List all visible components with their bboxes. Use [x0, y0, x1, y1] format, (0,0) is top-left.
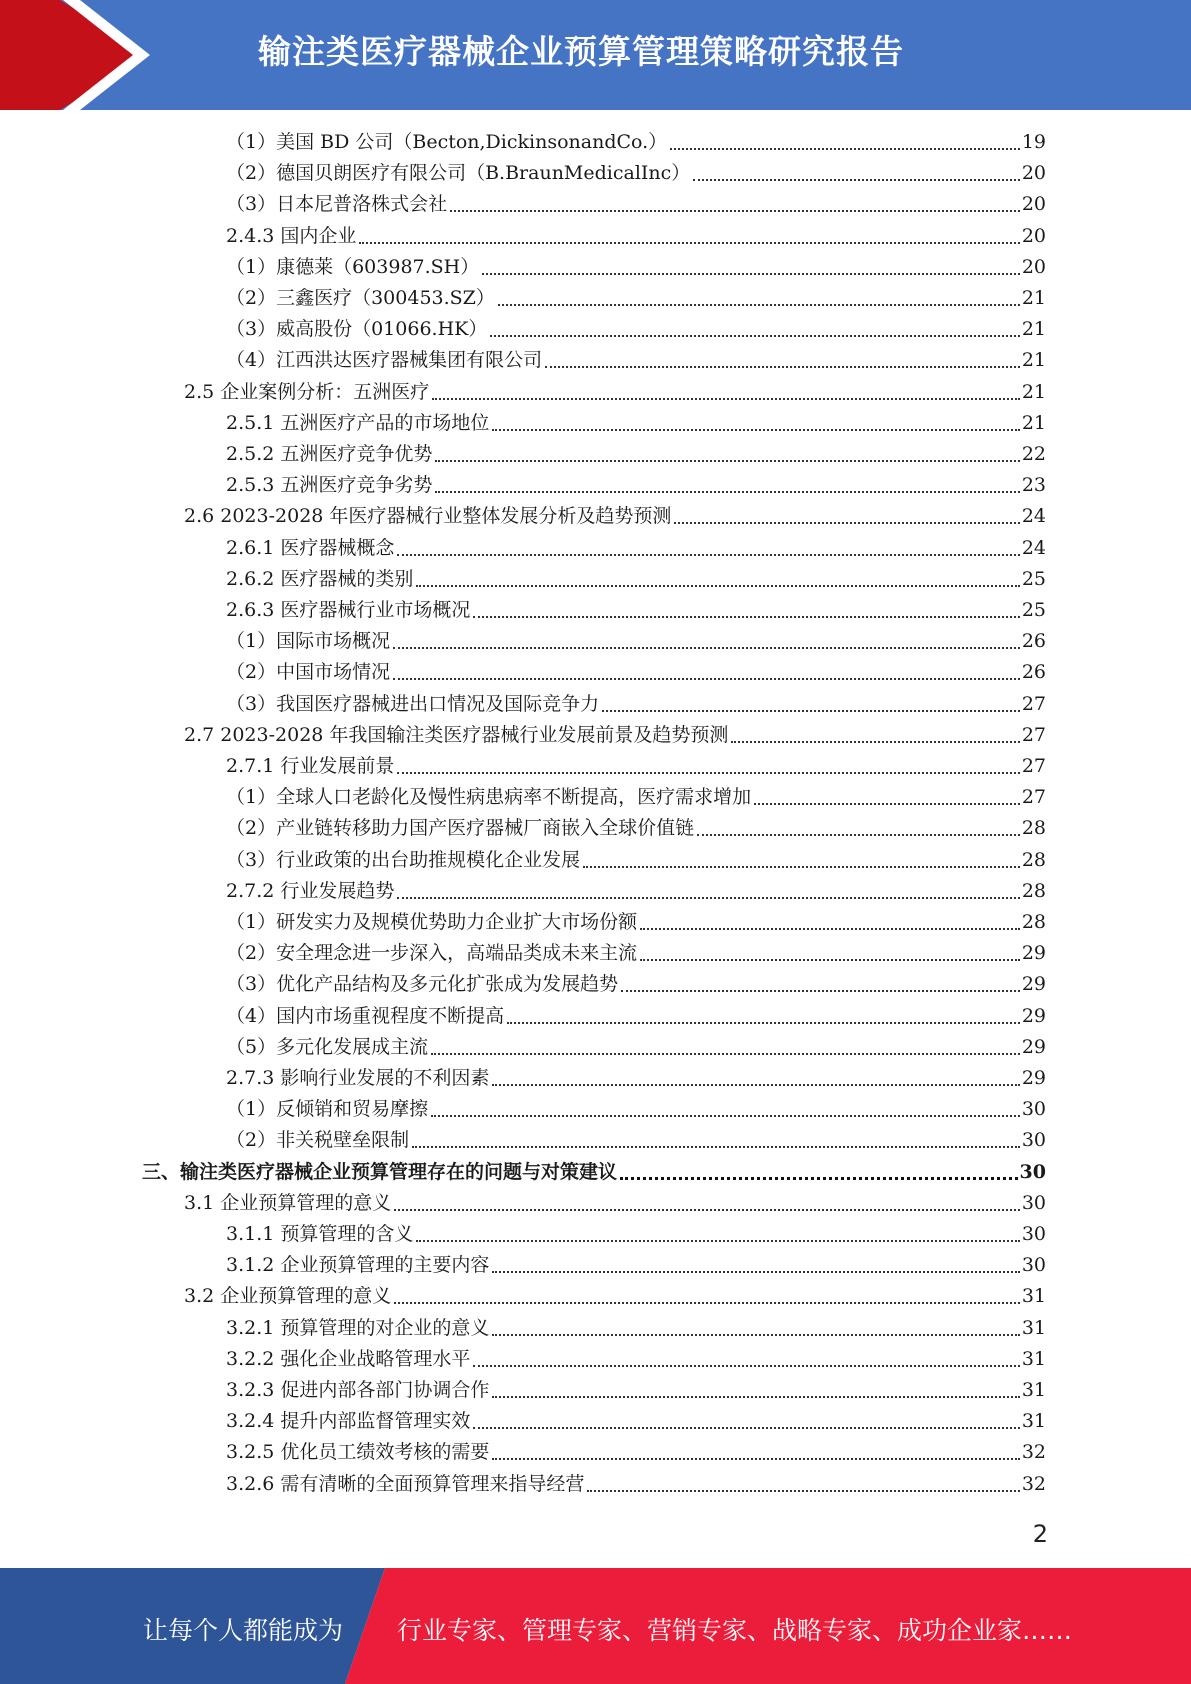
toc-entry-title: 3.2.2 强化企业战略管理水平	[226, 1347, 471, 1370]
toc-entry-page: 30	[1019, 1160, 1046, 1183]
toc-entry[interactable]	[226, 564, 1046, 595]
toc-dot-leader	[412, 1146, 1020, 1148]
toc-entry-page: 29	[1021, 1067, 1046, 1089]
toc-entry-page: 25	[1021, 567, 1046, 590]
toc-entry-title: （5）多元化发展成主流	[226, 1035, 429, 1058]
toc-entry[interactable]	[226, 1125, 1046, 1156]
toc-entry-page: 28	[1021, 848, 1046, 871]
toc-entry-title: （1）康德莱（603987.SH）	[226, 255, 480, 278]
toc-entry-page: 30	[1021, 1098, 1046, 1121]
toc-dot-leader	[435, 491, 1019, 493]
toc-entry-title: （3）优化产品结构及多元化扩张成为发展趋势	[226, 973, 619, 996]
toc-entry[interactable]	[226, 1032, 1046, 1063]
toc-dot-leader	[359, 242, 1019, 244]
toc-entry[interactable]	[226, 938, 1046, 969]
toc-entry-page: 24	[1021, 505, 1046, 528]
toc-entry-title: 2.6.1 医疗器械概念	[226, 536, 395, 559]
toc-dot-leader	[397, 772, 1019, 774]
toc-entry-title: （2）非关税壁垒限制	[226, 1129, 410, 1152]
toc-entry-title: （1）美国 BD 公司（Becton,DickinsonandCo.）	[226, 131, 668, 153]
toc-dot-leader	[416, 585, 1019, 587]
toc-entry-page: 28	[1021, 911, 1046, 933]
toc-entry-page: 25	[1021, 599, 1046, 621]
toc-entry-title: 2.6.3 医疗器械行业市场概况	[226, 599, 471, 621]
toc-entry-title: （2）三鑫医疗（300453.SZ）	[226, 287, 495, 309]
toc-entry-title: 2.7.1 行业发展前景	[226, 755, 395, 777]
toc-entry-page: 20	[1021, 162, 1046, 185]
toc-dot-leader	[482, 273, 1020, 275]
toc-entry[interactable]	[226, 1437, 1046, 1468]
toc-dot-leader	[620, 1177, 1018, 1180]
toc-dot-leader	[674, 522, 1019, 524]
toc-entry-page: 20	[1021, 224, 1046, 247]
toc-entry[interactable]	[226, 782, 1046, 813]
toc-entry[interactable]	[226, 657, 1046, 688]
toc-entry[interactable]	[184, 720, 1046, 751]
toc-entry-page: 21	[1021, 411, 1046, 434]
toc-entry-page: 29	[1021, 942, 1046, 965]
toc-entry[interactable]	[226, 439, 1046, 470]
toc-dot-leader	[583, 866, 1020, 868]
toc-entry-title: 2.5.1 五洲医疗产品的市场地位	[226, 411, 490, 434]
toc-entry[interactable]	[226, 1406, 1046, 1437]
toc-dot-leader	[435, 460, 1019, 462]
toc-entry[interactable]	[226, 189, 1046, 220]
toc-dot-leader	[693, 179, 1020, 181]
toc-dot-leader	[397, 897, 1019, 899]
toc-entry-page: 27	[1021, 786, 1046, 809]
toc-entry-title: （2）德国贝朗医疗有限公司（B.BraunMedicalInc）	[226, 162, 691, 185]
toc-entry-page: 23	[1021, 474, 1046, 497]
toc-entry-title: 三、输注类医疗器械企业预算管理存在的问题与对策建议	[142, 1160, 618, 1183]
toc-entry-page: 19	[1021, 131, 1046, 153]
toc-entry-title: 3.1.2 企业预算管理的主要内容	[226, 1254, 490, 1277]
toc-entry[interactable]	[226, 252, 1046, 283]
toc-entry-page: 30	[1021, 1129, 1046, 1152]
toc-dot-leader	[394, 1302, 1020, 1304]
toc-entry-page: 27	[1021, 692, 1046, 715]
toc-entry-title: 2.5.2 五洲医疗竞争优势	[226, 443, 433, 465]
toc-dot-leader	[416, 1240, 1019, 1242]
toc-entry[interactable]	[226, 1375, 1046, 1406]
toc-entry[interactable]	[226, 1001, 1046, 1032]
toc-entry-page: 29	[1021, 973, 1046, 996]
toc-entry-title: （3）我国医疗器械进出口情况及国际竞争力	[226, 692, 600, 715]
toc-entry-title: （3）威高股份（01066.HK）	[226, 318, 488, 341]
toc-entry[interactable]	[226, 626, 1046, 657]
toc-dot-leader	[507, 1022, 1020, 1024]
toc-entry-page: 30	[1021, 1223, 1046, 1245]
toc-entry-page: 29	[1021, 1035, 1046, 1058]
toc-dot-leader	[545, 366, 1020, 368]
toc-entry[interactable]	[226, 221, 1046, 252]
toc-entry[interactable]	[226, 907, 1046, 938]
toc-entry-page: 28	[1021, 817, 1046, 840]
toc-dot-leader	[393, 678, 1020, 680]
toc-entry-title: 2.4.3 国内企业	[226, 224, 357, 247]
toc-entry[interactable]	[226, 969, 1046, 1000]
toc-dot-leader	[602, 710, 1020, 712]
toc-entry-title: 3.2 企业预算管理的意义	[184, 1285, 392, 1308]
toc-entry-title: （2）安全理念进一步深入，高端品类成未来主流	[226, 942, 638, 965]
toc-entry-page: 30	[1021, 1254, 1046, 1277]
toc-dot-leader	[640, 928, 1020, 930]
toc-dot-leader	[492, 429, 1019, 431]
toc-entry-title: 3.1 企业预算管理的意义	[184, 1191, 392, 1214]
toc-entry-page: 31	[1021, 1379, 1046, 1401]
toc-entry[interactable]	[142, 1157, 1046, 1188]
toc-entry-page: 32	[1021, 1472, 1046, 1495]
toc-entry-page: 30	[1021, 1191, 1046, 1214]
toc-dot-leader	[473, 1365, 1019, 1367]
toc-entry-title: （4）江西洪达医疗器械集团有限公司	[226, 349, 543, 372]
toc-entry-page: 31	[1021, 1285, 1046, 1308]
toc-entry[interactable]	[226, 1250, 1046, 1281]
toc-entry-page: 20	[1021, 193, 1046, 216]
toc-dot-leader	[621, 990, 1020, 992]
toc-dot-leader	[473, 1427, 1019, 1429]
toc-dot-leader	[697, 834, 1020, 836]
toc-entry-title: 2.6.2 医疗器械的类别	[226, 567, 414, 590]
header-banner	[0, 0, 1191, 110]
page-number: 2	[1032, 1520, 1048, 1548]
toc-dot-leader	[490, 335, 1019, 337]
toc-entry-title: 2.7.3 影响行业发展的不利因素	[226, 1067, 490, 1089]
toc-dot-leader	[492, 1271, 1019, 1273]
toc-entry[interactable]	[226, 283, 1046, 314]
toc-entry[interactable]	[226, 1344, 1046, 1375]
toc-dot-leader	[492, 1334, 1019, 1336]
toc-entry-page: 27	[1021, 723, 1046, 746]
toc-dot-leader	[492, 1458, 1019, 1460]
footer-banner	[0, 1568, 1191, 1684]
toc-entry-title: 3.2.3 促进内部各部门协调合作	[226, 1379, 490, 1401]
toc-entry[interactable]	[226, 751, 1046, 782]
toc-dot-leader	[432, 398, 1020, 400]
toc-entry-title: 2.5.3 五洲医疗竞争劣势	[226, 474, 433, 497]
toc-dot-leader	[450, 210, 1020, 212]
toc-entry-page: 31	[1021, 1410, 1046, 1433]
toc-dot-leader	[492, 1084, 1019, 1086]
toc-entry-title: 3.2.6 需有清晰的全面预算管理来指导经营	[226, 1472, 585, 1495]
toc-dot-leader	[670, 148, 1020, 150]
toc-entry-title: （1）反倾销和贸易摩擦	[226, 1098, 429, 1121]
toc-entry[interactable]	[226, 1063, 1046, 1094]
toc-entry[interactable]	[226, 845, 1046, 876]
toc-entry-title: （1）国际市场概况	[226, 630, 391, 653]
toc-entry-page: 26	[1021, 630, 1046, 653]
toc-entry[interactable]	[226, 813, 1046, 844]
toc-entry-page: 28	[1021, 879, 1046, 902]
toc-entry[interactable]	[226, 408, 1046, 439]
toc-entry[interactable]	[226, 158, 1046, 189]
toc-entry[interactable]	[226, 689, 1046, 720]
toc-entry[interactable]	[226, 876, 1046, 907]
toc-entry-title: （1）全球人口老龄化及慢性病患病率不断提高，医疗需求增加	[226, 786, 752, 809]
toc-entry[interactable]	[226, 595, 1046, 626]
toc-entry[interactable]	[226, 1219, 1046, 1250]
toc-entry[interactable]	[226, 314, 1046, 345]
toc-entry-title: 3.2.1 预算管理的对企业的意义	[226, 1316, 490, 1339]
toc-entry-title: （4）国内市场重视程度不断提高	[226, 1004, 505, 1027]
toc-dot-leader	[754, 803, 1020, 805]
report-title: 输注类医疗器械企业预算管理策略研究报告	[258, 32, 904, 71]
toc-dot-leader	[640, 959, 1020, 961]
toc-entry-page: 20	[1021, 255, 1046, 278]
toc-entry-title: 3.2.4 提升内部监督管理实效	[226, 1410, 471, 1433]
toc-dot-leader	[431, 1115, 1020, 1117]
toc-dot-leader	[393, 647, 1020, 649]
toc-entry-page: 31	[1021, 1316, 1046, 1339]
toc-entry-page: 21	[1021, 380, 1046, 403]
toc-entry[interactable]	[226, 1094, 1046, 1125]
toc-entry[interactable]	[226, 345, 1046, 376]
toc-entry-title: （3）日本尼普洛株式会社	[226, 193, 448, 216]
toc-entry-title: 2.5 企业案例分析：五洲医疗	[184, 380, 430, 403]
toc-entry[interactable]	[226, 470, 1046, 501]
toc-entry-title: 2.6 2023-2028 年医疗器械行业整体发展分析及趋势预测	[184, 505, 672, 528]
toc-entry-title: 3.1.1 预算管理的含义	[226, 1223, 414, 1245]
toc-entry-page: 21	[1021, 318, 1046, 341]
footer-slogan-right: 行业专家、管理专家、营销专家、战略专家、成功企业家……	[397, 1616, 1073, 1645]
footer-slogan-left: 让每个人都能成为	[143, 1616, 344, 1645]
toc-entry[interactable]	[184, 377, 1046, 408]
toc-entry-page: 26	[1021, 661, 1046, 684]
toc-dot-leader	[498, 304, 1020, 306]
toc-entry[interactable]	[184, 501, 1046, 532]
toc-entry[interactable]	[226, 1469, 1046, 1500]
toc-entry-title: 3.2.5 优化员工绩效考核的需要	[226, 1441, 490, 1464]
toc-dot-leader	[587, 1490, 1019, 1492]
toc-entry-page: 21	[1021, 349, 1046, 372]
toc-entry-page: 24	[1021, 536, 1046, 559]
toc-dot-leader	[492, 1396, 1019, 1398]
toc-dot-leader	[473, 616, 1019, 618]
toc-entry-title: （1）研发实力及规模优势助力企业扩大市场份额	[226, 911, 638, 933]
toc-dot-leader	[394, 1209, 1020, 1211]
toc-entry-title: （3）行业政策的出台助推规模化企业发展	[226, 848, 581, 871]
toc-entry[interactable]	[226, 1313, 1046, 1344]
toc-entry-page: 32	[1021, 1441, 1046, 1464]
toc-entry-page: 27	[1021, 755, 1046, 777]
toc-entry[interactable]	[184, 1281, 1046, 1312]
toc-dot-leader	[731, 741, 1019, 743]
toc-entry-page: 31	[1021, 1347, 1046, 1370]
toc-entry[interactable]	[226, 533, 1046, 564]
toc-dot-leader	[397, 554, 1019, 556]
toc-entry-title: （2）中国市场情况	[226, 661, 391, 684]
toc-entry[interactable]	[226, 127, 1046, 158]
toc-entry-title: 2.7 2023-2028 年我国输注类医疗器械行业发展前景及趋势预测	[184, 723, 729, 746]
toc-dot-leader	[431, 1053, 1020, 1055]
toc-entry-page: 29	[1021, 1004, 1046, 1027]
toc-entry-title: 2.7.2 行业发展趋势	[226, 879, 395, 902]
toc-entry-page: 22	[1021, 443, 1046, 465]
toc-entry[interactable]	[184, 1188, 1046, 1219]
toc-entry-title: （2）产业链转移助力国产医疗器械厂商嵌入全球价值链	[226, 817, 695, 840]
toc-entry-page: 21	[1021, 287, 1046, 309]
